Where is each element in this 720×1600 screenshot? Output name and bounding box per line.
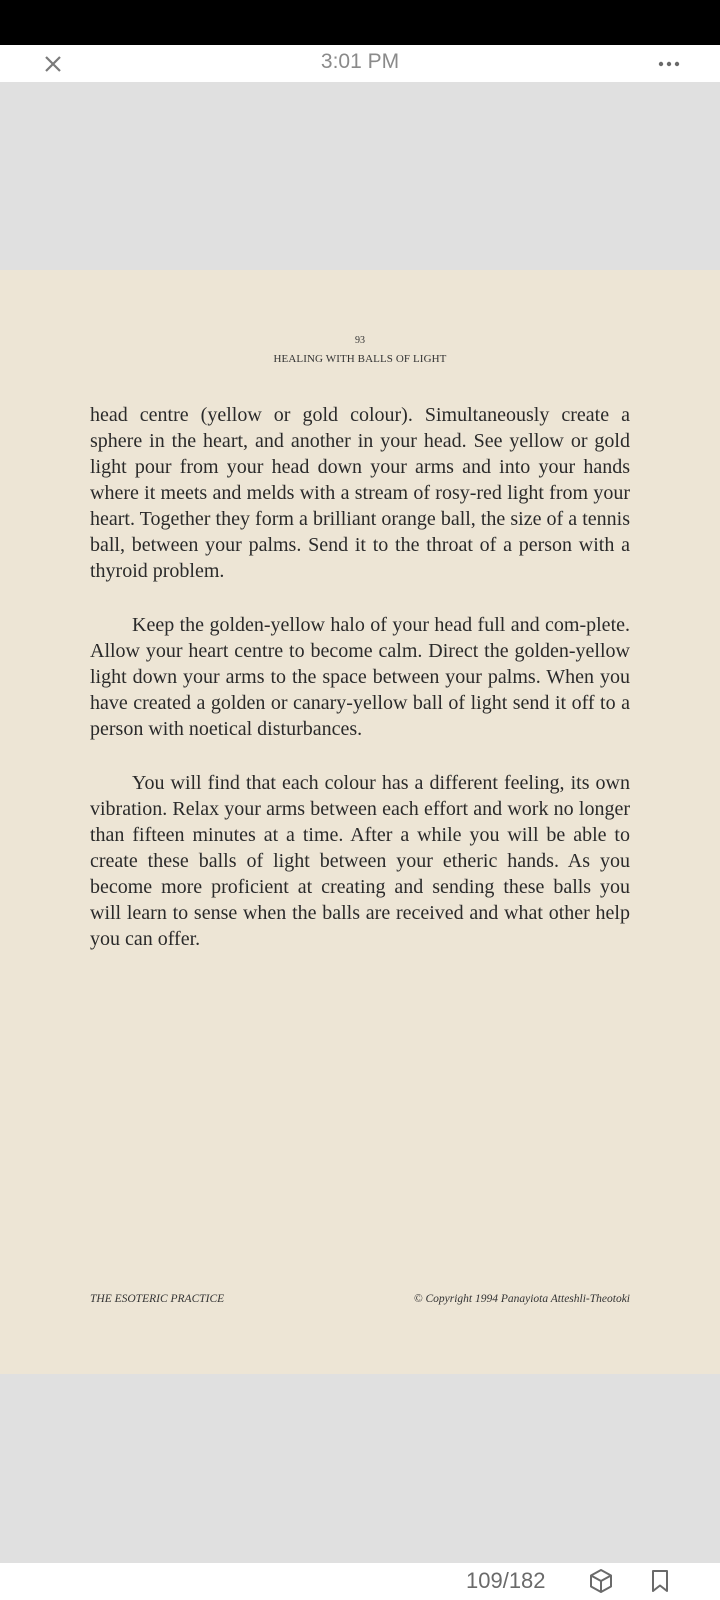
- book-page[interactable]: [0, 270, 720, 1374]
- footer-book-title: THE ESOTERIC PRACTICE: [90, 1293, 225, 1305]
- page-counter: 109/182: [466, 1568, 546, 1593]
- more-horizontal-icon: [658, 61, 680, 67]
- paragraph: You will find that each colour has a different feeling, its own vibration. Relax your arms between each effort and work no longer than fifteen minutes at a time. After a while you will be able to create these balls of light between your etheric hands. As you become more proficient at creating and sending these balls you will learn to sense when the balls are received and what other help you can offer.: [90, 772, 630, 950]
- bookmark-icon: [650, 1569, 670, 1593]
- footer-copyright: © Copyright 1994 Panayiota Atteshli-Theotoki: [413, 1293, 630, 1305]
- more-options-button[interactable]: [654, 49, 684, 79]
- top-toolbar: [0, 45, 720, 82]
- clock-time: 3:01 PM: [320, 50, 400, 73]
- page-body: [90, 402, 630, 980]
- bookmark-button[interactable]: [645, 1565, 675, 1597]
- status-bar: [0, 0, 720, 45]
- cube-icon: [589, 1568, 613, 1594]
- ar-view-button[interactable]: [586, 1565, 616, 1597]
- page-number: 93: [355, 335, 365, 346]
- running-head: HEALING WITH BALLS OF LIGHT: [273, 353, 447, 365]
- paragraph: Keep the golden-yellow halo of your head full and com-plete. Allow your heart centre to become calm. Direct the golden-yellow light down your arms to the space between your palms. When you have created a golden or canary-yellow ball of light send it off to a person with noetical disturbances.: [90, 614, 630, 740]
- paragraph: head centre (yellow or gold colour). Simultaneously create a sphere in the heart, and another in your head. See yellow or gold light pour from your head down your arms and into your hands where it meets and melds with a stream of rosy-red light from your heart. Together they form a brilliant orange ball, the size of a tennis ball, between your palms. Send it to the throat of a person with a thyroid problem.: [90, 404, 630, 582]
- bottom-toolbar: [0, 1563, 720, 1600]
